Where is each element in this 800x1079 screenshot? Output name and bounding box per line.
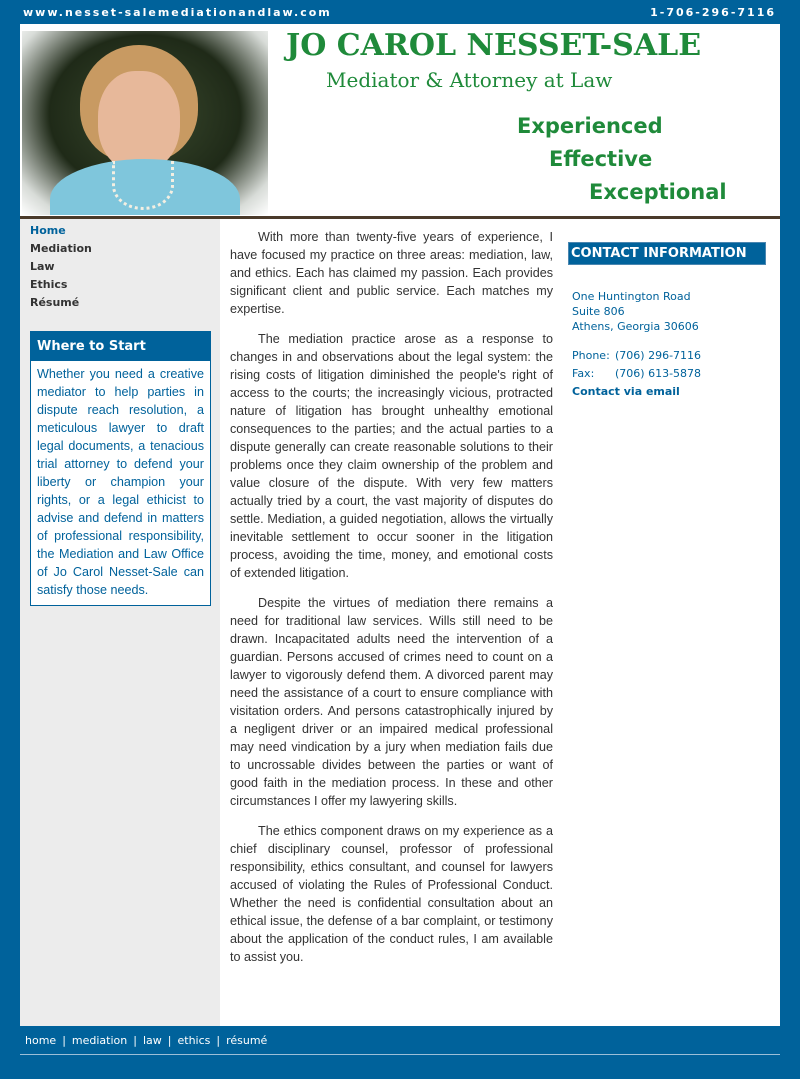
tagline-effective: Effective <box>549 147 653 171</box>
contact-title: CONTACT INFORMATION <box>568 242 766 265</box>
main-content <box>230 228 553 978</box>
footer-link-resume[interactable]: résumé <box>226 1034 268 1047</box>
nav-home[interactable]: Home <box>30 224 66 237</box>
nav-ethics[interactable]: Ethics <box>30 278 68 291</box>
phone-number: (706) 296-7116 <box>615 349 702 362</box>
where-to-start-title: Where to Start <box>31 332 210 361</box>
intro-paragraph: With more than twenty-five years of experience, I have focused my practice on three areas: mediation, law, and ethics. Each has claimed my passion. Each provides significant client and public service. Each matches my expertise. <box>230 230 553 316</box>
where-to-start-box <box>30 331 211 606</box>
tagline-experienced: Experienced <box>517 114 663 138</box>
ethics-paragraph: The ethics component draws on my experience as a chief disciplinary counsel, professor of professional responsibility, ethics consultant, and counsel for lawyers accused of violating the Rules of Professional Conduct. Whether the need is confidential consultation about an ethical issue, the defense of a bar complaint, or testimony about the application of the conduct rules, I am available to assist you. <box>230 824 553 964</box>
footer-link-ethics[interactable]: ethics <box>177 1034 211 1047</box>
phone-label: Phone: <box>572 349 610 362</box>
contact-info <box>568 289 766 401</box>
fax-label: Fax: <box>572 367 595 380</box>
contact-email-link[interactable]: Contact via email <box>572 385 680 398</box>
header <box>20 24 780 219</box>
main-nav <box>30 225 92 315</box>
address-line-3: Athens, Georgia 30606 <box>572 320 699 333</box>
site-url: www.nesset-salemediationandlaw.com <box>23 6 332 19</box>
contact-panel <box>568 242 766 401</box>
nav-resume[interactable]: Résumé <box>30 296 80 309</box>
footer <box>20 1026 780 1055</box>
left-sidebar <box>20 219 220 1026</box>
site-title: JO CAROL NESSET-SALE <box>286 28 702 63</box>
site-subtitle: Mediator & Attorney at Law <box>326 68 613 92</box>
fax-number: (706) 613-5878 <box>615 367 702 380</box>
tagline-exceptional: Exceptional <box>589 180 727 204</box>
law-paragraph: Despite the virtues of mediation there remains a need for traditional law services. Wills still need to be drawn. Incapacitated adults need the intervention of a guardian. Persons accused of crimes need to count on a lawyer to vigorously defend them. A divorced parent may need the assistance of a court to ensure compliance with visitation orders. And persons catastrophically injured by a negligent driver or an impaired medical professional may need vindication by a jury when mediation fails due to uncrossable divides between the parties or want of good faith in the mediation process. In these and other circumstances I offer my lawyering skills. <box>230 596 553 808</box>
fax-row <box>572 365 766 383</box>
footer-link-home[interactable]: home <box>25 1034 57 1047</box>
nav-law[interactable]: Law <box>30 260 55 273</box>
nav-mediation[interactable]: Mediation <box>30 242 92 255</box>
where-to-start-text: Whether you need a creative mediator to help parties in dispute reach resolution, a meticulous lawyer to draft legal documents, a tenacious trial attorney to defend your liberty or champion your rights, or a legal ethicist to advise and defend in matters of professional responsibility, the Mediation and Law Office of Jo Carol Nesset-Sale can satisfy those needs. <box>37 367 204 597</box>
page-container <box>20 24 780 1026</box>
address-line-1: One Huntington Road <box>572 290 691 303</box>
mediation-paragraph: The mediation practice arose as a response to changes in and observations about the legal system: the rising costs of litigation diminished the people's right of access to the courts; the increasingly vicious, protracted nature of litigation has brought unhealthy emotional consequences to the parties; and the actual parties to a dispute generally can create reasonable solutions to their problems once they claim ownership of the problem and value closure of the dispute. With very few matters actually tried by a court, the vast majority of disputes do settle. Mediation, a guided negotiation, allows the virtually inevitable settlement to occur sooner in the litigation process, avoiding the time, money, and emotional costs of extended litigation. <box>230 332 553 580</box>
top-phone: 1-706-296-7116 <box>650 6 776 19</box>
portrait-photo <box>22 31 268 215</box>
footer-links: home | mediation | law | ethics | résumé <box>25 1034 268 1047</box>
footer-link-law[interactable]: law <box>142 1034 162 1047</box>
footer-link-mediation[interactable]: mediation <box>71 1034 128 1047</box>
address-line-2: Suite 806 <box>572 305 625 318</box>
phone-row <box>572 347 766 365</box>
top-bar <box>0 0 800 24</box>
